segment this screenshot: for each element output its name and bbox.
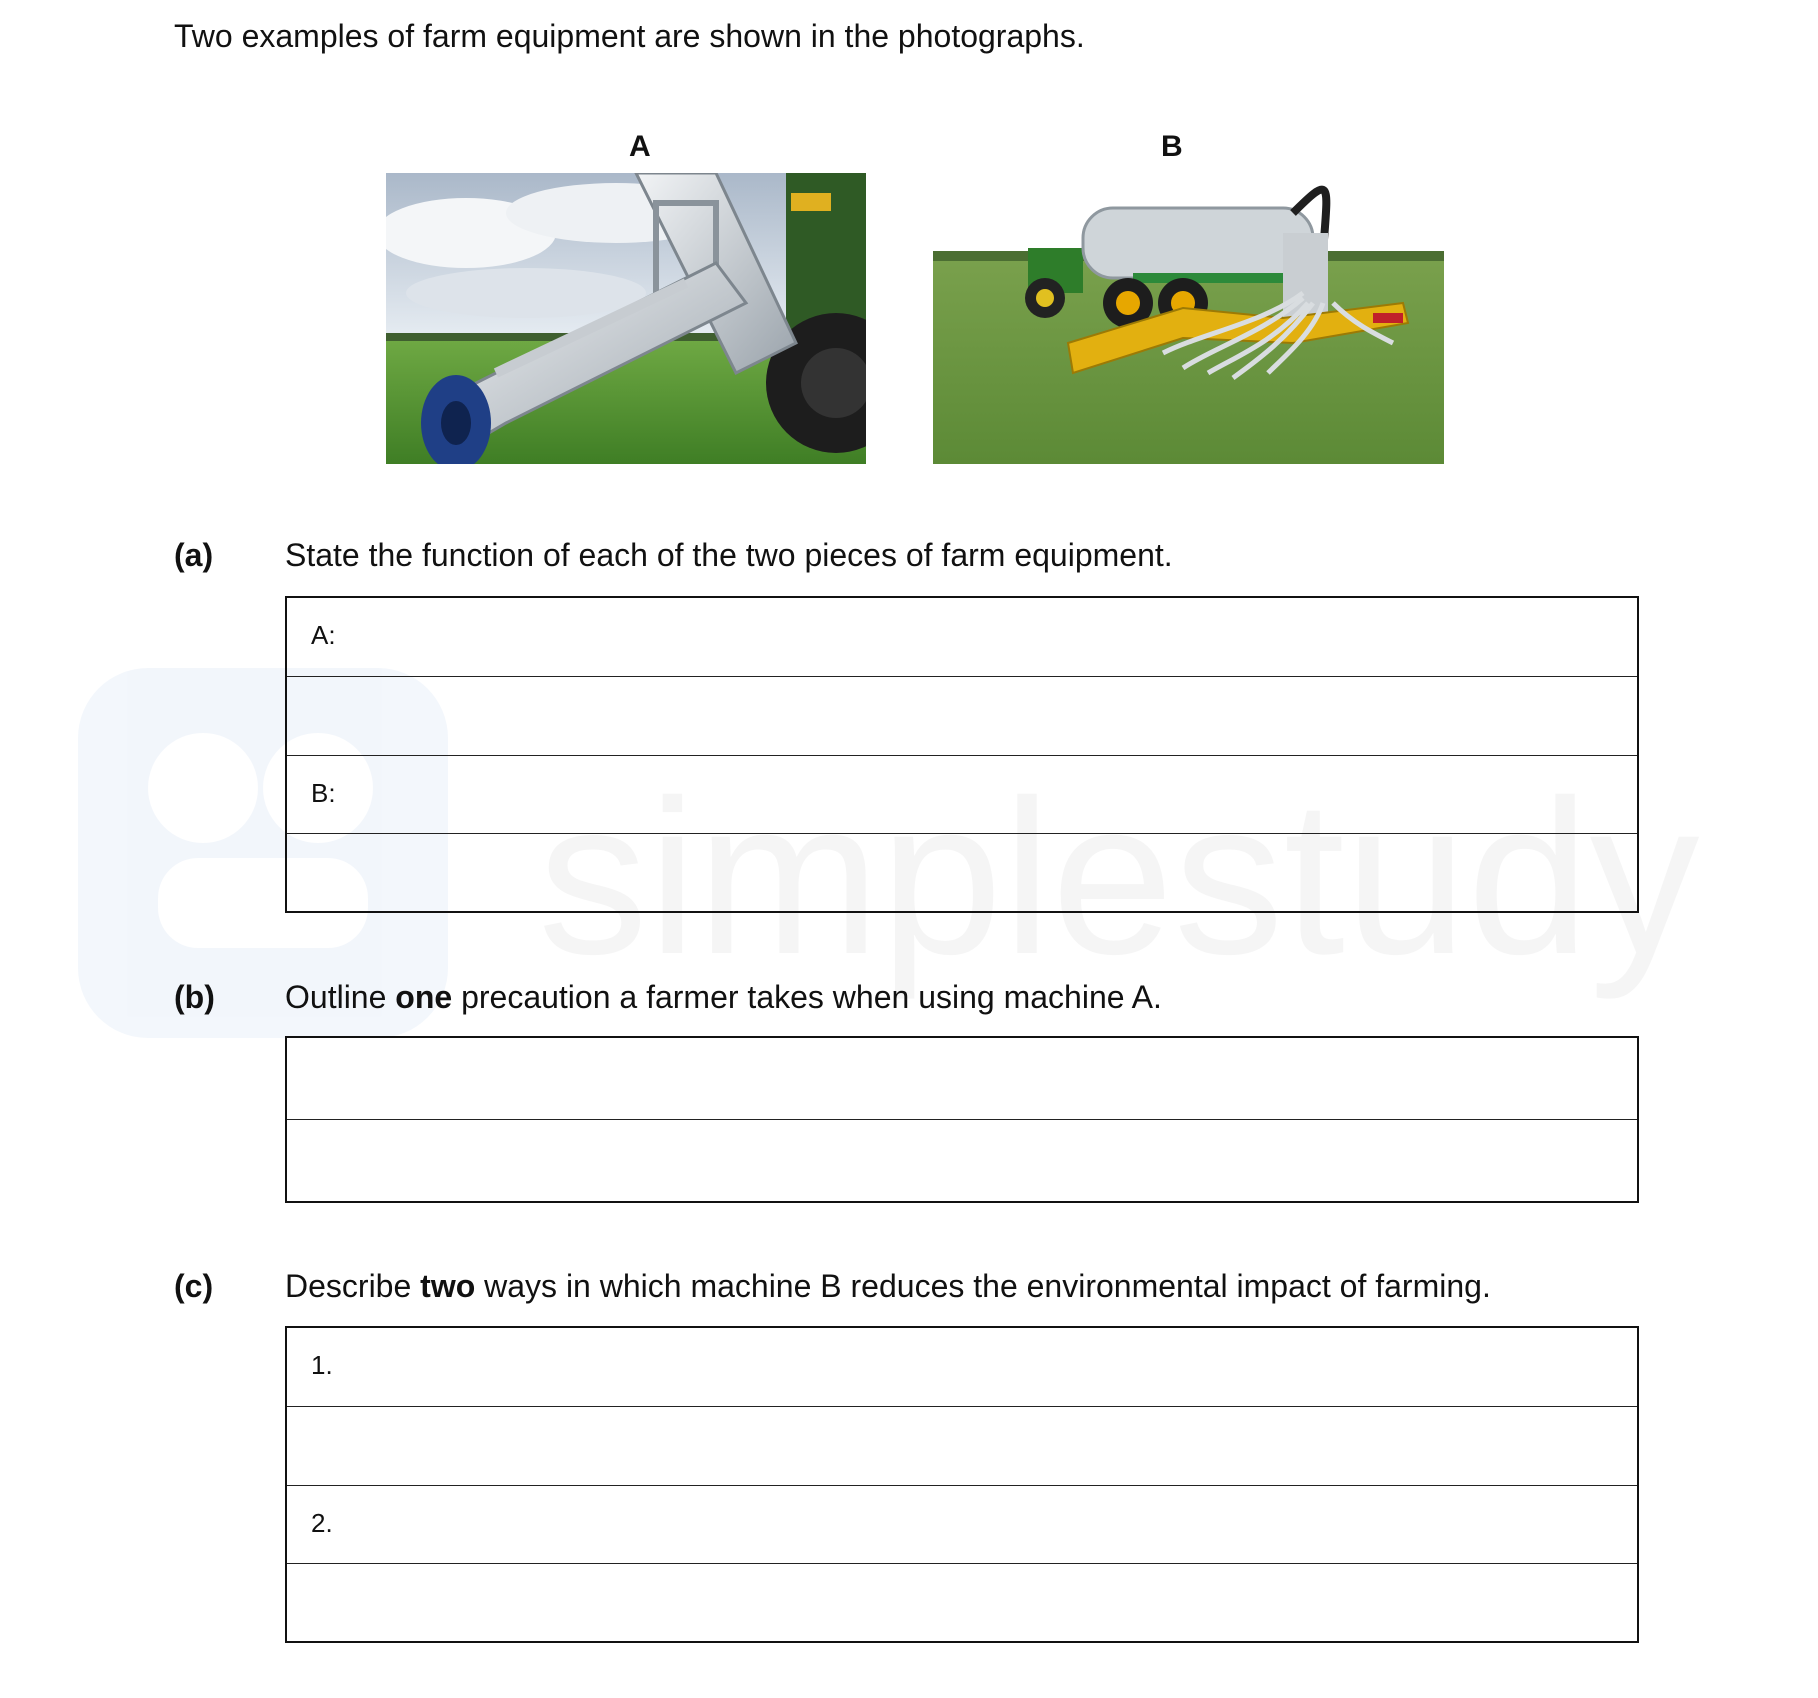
question-a-number: (a)	[174, 537, 214, 573]
intro-text: Two examples of farm equipment are shown in the photographs.	[174, 18, 1085, 54]
answer-row[interactable]	[287, 834, 1637, 911]
question-c-text	[285, 1268, 1491, 1305]
question-b-text-bold: one	[395, 979, 453, 1015]
question-c-number: (c)	[174, 1268, 214, 1304]
answer-row[interactable]	[287, 677, 1637, 756]
answer-row[interactable]	[287, 1328, 1637, 1407]
answer-row-label: B:	[311, 778, 336, 808]
answer-row[interactable]	[287, 1564, 1637, 1641]
question-a-text: State the function of each of the two pieces of farm equipment.	[285, 537, 1173, 573]
photo-label-a: A	[629, 130, 651, 163]
question-c-text-before: Describe	[285, 1268, 421, 1304]
question-b-number: (b)	[174, 979, 215, 1015]
answer-row[interactable]	[287, 1120, 1637, 1201]
answer-row-label: 1.	[311, 1350, 333, 1380]
answer-row[interactable]	[287, 756, 1637, 834]
photo-label-b: B	[1161, 130, 1183, 163]
answer-row[interactable]	[287, 1407, 1637, 1486]
answer-row[interactable]	[287, 598, 1637, 677]
answer-row[interactable]	[287, 1038, 1637, 1120]
question-b-text	[285, 979, 1162, 1016]
answer-row-label: A:	[311, 620, 336, 650]
answer-box-b	[285, 1036, 1639, 1203]
answer-box-a	[285, 596, 1639, 913]
answer-row-label: 2.	[311, 1508, 333, 1538]
question-b-text-after: precaution a farmer takes when using machine A.	[452, 979, 1162, 1015]
answer-box-c	[285, 1326, 1639, 1643]
question-c-text-bold: two	[420, 1268, 476, 1304]
question-b-text-before: Outline	[285, 979, 396, 1015]
photo-a	[386, 173, 866, 464]
photo-b	[933, 173, 1444, 464]
answer-row[interactable]	[287, 1486, 1637, 1564]
question-c-text-after: ways in which machine B reduces the environmental impact of farming.	[475, 1268, 1491, 1304]
